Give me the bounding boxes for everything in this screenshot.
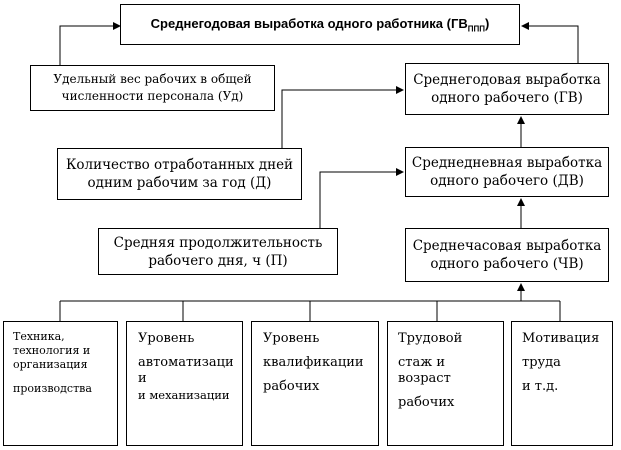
factor-3-line-5: рабочих: [263, 379, 320, 394]
factor-5-line-4: [522, 371, 604, 379]
ud-box: [30, 65, 275, 111]
dv-line-2: одного рабочего (ДВ): [430, 173, 584, 189]
factor-4-line-3: стаж и: [398, 355, 445, 370]
factor-3-line-4: [263, 371, 370, 379]
gv-line-1: Среднегодовая выработка: [413, 72, 601, 88]
factor-1-line-3: организация: [13, 358, 88, 371]
factor-2-line-5: и механизации: [138, 388, 230, 402]
p-line-2: рабочего дня, ч (П): [148, 252, 288, 269]
factor-2-line-2: [138, 347, 234, 355]
factor-box-automation: [126, 321, 243, 446]
ud-line-2: численности персонала (Уд): [61, 89, 244, 103]
connector-d-to-gv: [282, 90, 403, 148]
d-box: [57, 148, 302, 200]
connector-gv-to-title: [522, 26, 578, 63]
factor-1-line-2: технология и: [13, 344, 91, 357]
connector-ud-to-title: [60, 26, 120, 65]
factor-box-motivation: [511, 321, 613, 446]
factor-3-line-2: [263, 347, 370, 355]
factor-2-line-3: автоматизаци: [138, 355, 234, 370]
factor-1-line-1: Техника,: [13, 330, 65, 343]
factor-5-line-2: [522, 347, 604, 355]
factor-2-line-4: и: [138, 371, 147, 386]
factor-4-line-1: Трудовой: [398, 331, 463, 346]
d-line-1: Количество отработанных дней: [65, 157, 294, 173]
p-line-1: Средняя продолжительность: [113, 234, 323, 251]
title-box: [120, 4, 520, 45]
title-subscript: ППП: [467, 24, 485, 34]
factor-box-technology: [3, 321, 118, 446]
d-line-2: одним рабочим за год (Д): [87, 175, 272, 191]
factor-5-line-1: Мотивация: [522, 331, 600, 346]
factor-3-line-1: Уровень: [263, 331, 320, 346]
factor-1-line-5: производства: [13, 382, 92, 395]
chv-line-1: Среднечасовая выработка: [412, 238, 602, 254]
dv-box: [405, 147, 609, 197]
factor-4-line-4: возраст: [398, 371, 451, 386]
factor-4-line-2: [398, 347, 495, 355]
dv-line-1: Среднедневная выработка: [411, 155, 603, 171]
chv-line-2: одного рабочего (ЧВ): [430, 256, 584, 272]
factor-4-line-5: [398, 387, 495, 395]
factor-5-line-5: и т.д.: [522, 379, 559, 394]
gv-box: [405, 63, 609, 115]
connector-p-to-dv: [320, 172, 403, 228]
gv-line-2: одного рабочего (ГВ): [431, 90, 583, 106]
factor-4-line-6: рабочих: [398, 395, 455, 410]
factor-box-qualification: [251, 321, 379, 446]
chv-box: [405, 228, 609, 282]
p-box: [98, 228, 338, 275]
factor-5-line-3: труда: [522, 355, 561, 370]
factor-1-line-4: [13, 372, 109, 382]
factor-box-experience: [387, 321, 504, 446]
factor-2-line-1: Уровень: [138, 331, 195, 346]
factor-3-line-3: квалификации: [263, 355, 364, 370]
title-text: Среднегодовая выработка одного работника $(ГВ_{ППП})$: [150, 15, 490, 34]
ud-line-1: Удельный вес рабочих в общей: [53, 72, 252, 86]
